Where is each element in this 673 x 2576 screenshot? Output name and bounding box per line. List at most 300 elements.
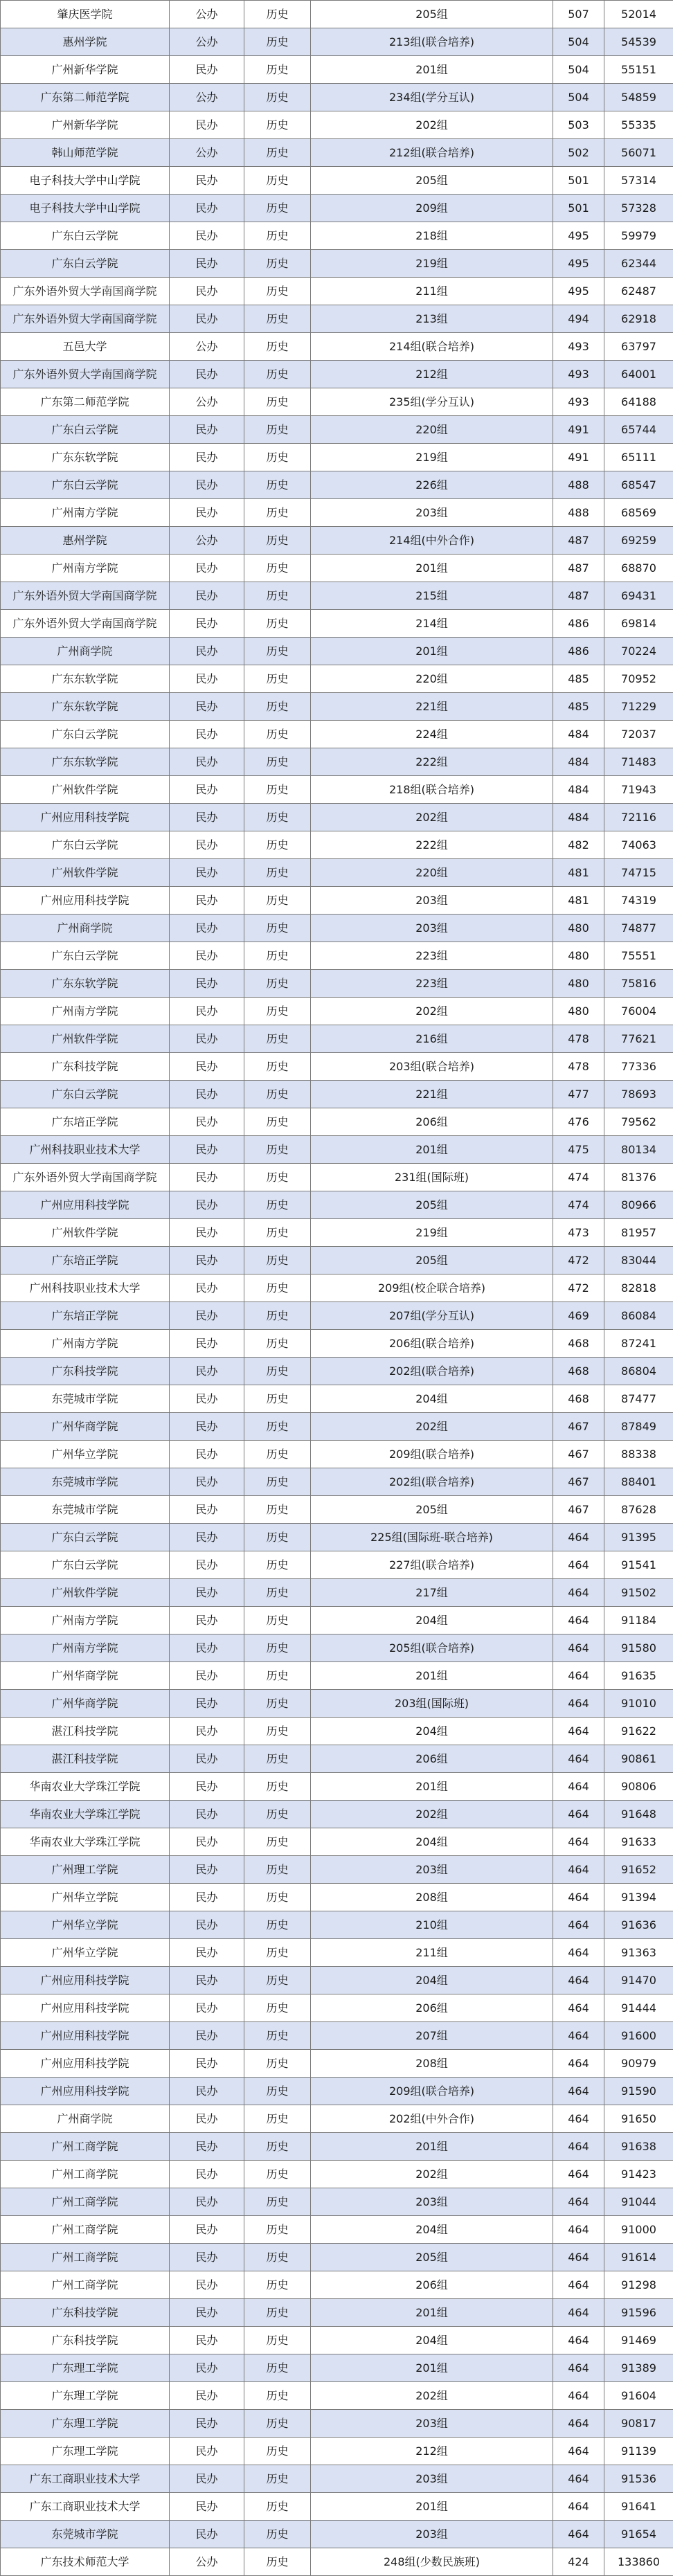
table-row [1, 388, 673, 416]
school-type-cell: 民办 [170, 2244, 244, 2271]
table-row [1, 1247, 673, 1275]
score-cell: 464 [553, 1718, 604, 1745]
rank-cell: 74877 [604, 915, 673, 942]
school-name-cell: 广东工商职业技术大学 [1, 2465, 170, 2493]
group-cell: 207组(学分互认) [311, 1302, 553, 1330]
score-cell: 480 [553, 915, 604, 942]
table-row [1, 610, 673, 638]
group-cell: 204组 [311, 1967, 553, 1994]
table-row [1, 1718, 673, 1745]
group-cell: 220组 [311, 859, 553, 887]
group-cell: 202组(联合培养) [311, 1468, 553, 1496]
table-row [1, 1994, 673, 2022]
school-type-cell: 民办 [170, 1358, 244, 1385]
subject-cell: 历史 [244, 2299, 311, 2327]
table-row [1, 2438, 673, 2465]
table-row [1, 2216, 673, 2244]
school-name-cell: 广东东软学院 [1, 748, 170, 776]
table-row [1, 748, 673, 776]
subject-cell: 历史 [244, 2105, 311, 2133]
score-cell: 464 [553, 1607, 604, 1634]
school-type-cell: 民办 [170, 195, 244, 222]
score-cell: 502 [553, 139, 604, 167]
score-cell: 464 [553, 1994, 604, 2022]
score-cell: 482 [553, 831, 604, 859]
table-row [1, 1385, 673, 1413]
table-row [1, 1884, 673, 1911]
table-row [1, 2133, 673, 2161]
rank-cell: 63797 [604, 333, 673, 361]
school-type-cell: 公办 [170, 388, 244, 416]
subject-cell: 历史 [244, 1801, 311, 1828]
subject-cell: 历史 [244, 2493, 311, 2521]
school-name-cell: 广州科技职业技术大学 [1, 1136, 170, 1164]
school-type-cell: 民办 [170, 1884, 244, 1911]
school-name-cell: 广州软件学院 [1, 1219, 170, 1247]
group-cell: 210组 [311, 1911, 553, 1939]
group-cell: 205组(联合培养) [311, 1634, 553, 1662]
score-cell: 467 [553, 1468, 604, 1496]
table-row [1, 693, 673, 721]
subject-cell: 历史 [244, 56, 311, 84]
score-cell: 464 [553, 1690, 604, 1718]
subject-cell: 历史 [244, 2521, 311, 2548]
subject-cell: 历史 [244, 1358, 311, 1385]
subject-cell: 历史 [244, 2354, 311, 2382]
school-name-cell: 韩山师范学院 [1, 139, 170, 167]
score-cell: 464 [553, 1911, 604, 1939]
school-type-cell: 民办 [170, 1524, 244, 1551]
subject-cell: 历史 [244, 1524, 311, 1551]
subject-cell: 历史 [244, 388, 311, 416]
school-name-cell: 广州应用科技学院 [1, 1967, 170, 1994]
school-name-cell: 广东白云学院 [1, 1524, 170, 1551]
rank-cell: 91648 [604, 1801, 673, 1828]
subject-cell: 历史 [244, 2382, 311, 2410]
subject-cell: 历史 [244, 2133, 311, 2161]
group-cell: 201组 [311, 1662, 553, 1690]
table-row [1, 416, 673, 444]
table-row [1, 278, 673, 305]
subject-cell: 历史 [244, 2327, 311, 2354]
table-row [1, 582, 673, 610]
subject-cell: 历史 [244, 139, 311, 167]
group-cell: 226组 [311, 471, 553, 499]
score-cell: 477 [553, 1081, 604, 1108]
score-cell: 464 [553, 2438, 604, 2465]
table-row [1, 1773, 673, 1801]
school-type-cell: 民办 [170, 1939, 244, 1967]
score-cell: 495 [553, 250, 604, 278]
subject-cell: 历史 [244, 942, 311, 970]
school-type-cell: 民办 [170, 222, 244, 250]
school-name-cell: 广东培正学院 [1, 1108, 170, 1136]
rank-cell: 87241 [604, 1330, 673, 1358]
group-cell: 206组 [311, 2271, 553, 2299]
table-row [1, 998, 673, 1025]
table-row [1, 222, 673, 250]
school-name-cell: 广东外语外贸大学南国商学院 [1, 582, 170, 610]
table-row [1, 2050, 673, 2078]
school-name-cell: 广东白云学院 [1, 222, 170, 250]
subject-cell: 历史 [244, 915, 311, 942]
group-cell: 235组(学分互认) [311, 388, 553, 416]
school-type-cell: 民办 [170, 2022, 244, 2050]
group-cell: 234组(学分互认) [311, 84, 553, 111]
rank-cell: 91622 [604, 1718, 673, 1745]
score-cell: 507 [553, 1, 604, 28]
table-row [1, 250, 673, 278]
school-type-cell: 民办 [170, 1690, 244, 1718]
school-type-cell: 民办 [170, 1773, 244, 1801]
score-cell: 472 [553, 1275, 604, 1302]
subject-cell: 历史 [244, 2161, 311, 2188]
group-cell: 223组 [311, 970, 553, 998]
school-name-cell: 广东白云学院 [1, 1551, 170, 1579]
subject-cell: 历史 [244, 250, 311, 278]
school-name-cell: 广州华立学院 [1, 1884, 170, 1911]
rank-cell: 91184 [604, 1607, 673, 1634]
school-type-cell: 民办 [170, 1634, 244, 1662]
school-name-cell: 华南农业大学珠江学院 [1, 1801, 170, 1828]
subject-cell: 历史 [244, 1828, 311, 1856]
school-name-cell: 广州软件学院 [1, 776, 170, 804]
table-row [1, 2105, 673, 2133]
score-cell: 487 [553, 582, 604, 610]
table-row [1, 1164, 673, 1191]
subject-cell: 历史 [244, 665, 311, 693]
school-name-cell: 广州工商学院 [1, 2161, 170, 2188]
rank-cell: 74063 [604, 831, 673, 859]
group-cell: 204组 [311, 1828, 553, 1856]
school-type-cell: 民办 [170, 2105, 244, 2133]
school-name-cell: 广州南方学院 [1, 1634, 170, 1662]
subject-cell: 历史 [244, 1939, 311, 1967]
rank-cell: 72037 [604, 721, 673, 748]
group-cell: 204组 [311, 1718, 553, 1745]
subject-cell: 历史 [244, 1718, 311, 1745]
rank-cell: 91614 [604, 2244, 673, 2271]
school-name-cell: 广东白云学院 [1, 471, 170, 499]
group-cell: 203组 [311, 499, 553, 527]
score-cell: 476 [553, 1108, 604, 1136]
school-type-cell: 民办 [170, 1053, 244, 1081]
school-name-cell: 广州华商学院 [1, 1413, 170, 1441]
rank-cell: 91389 [604, 2354, 673, 2382]
school-type-cell: 民办 [170, 111, 244, 139]
school-type-cell: 民办 [170, 2493, 244, 2521]
school-name-cell: 广东外语外贸大学南国商学院 [1, 361, 170, 388]
school-name-cell: 电子科技大学中山学院 [1, 195, 170, 222]
school-name-cell: 广州软件学院 [1, 1579, 170, 1607]
group-cell: 221组 [311, 693, 553, 721]
group-cell: 220组 [311, 416, 553, 444]
group-cell: 214组(联合培养) [311, 333, 553, 361]
school-type-cell: 民办 [170, 416, 244, 444]
score-cell: 464 [553, 1967, 604, 1994]
score-cell: 464 [553, 1634, 604, 1662]
score-cell: 485 [553, 693, 604, 721]
rank-cell: 91650 [604, 2105, 673, 2133]
school-type-cell: 民办 [170, 970, 244, 998]
table-row [1, 2493, 673, 2521]
school-type-cell: 民办 [170, 665, 244, 693]
table-row [1, 2078, 673, 2105]
subject-cell: 历史 [244, 831, 311, 859]
table-row [1, 1579, 673, 1607]
group-cell: 211组 [311, 278, 553, 305]
group-cell: 220组 [311, 665, 553, 693]
table-row [1, 2022, 673, 2050]
group-cell: 205组 [311, 2244, 553, 2271]
school-name-cell: 广东白云学院 [1, 1081, 170, 1108]
school-type-cell: 民办 [170, 748, 244, 776]
school-name-cell: 广东外语外贸大学南国商学院 [1, 1164, 170, 1191]
school-name-cell: 广东理工学院 [1, 2354, 170, 2382]
school-name-cell: 广东培正学院 [1, 1302, 170, 1330]
group-cell: 206组(联合培养) [311, 1330, 553, 1358]
score-cell: 424 [553, 2548, 604, 2576]
rank-cell: 64001 [604, 361, 673, 388]
school-type-cell: 民办 [170, 998, 244, 1025]
subject-cell: 历史 [244, 28, 311, 56]
table-row [1, 942, 673, 970]
score-cell: 464 [553, 1801, 604, 1828]
group-cell: 223组 [311, 942, 553, 970]
school-type-cell: 民办 [170, 471, 244, 499]
group-cell: 202组 [311, 111, 553, 139]
group-cell: 219组 [311, 444, 553, 471]
rank-cell: 68547 [604, 471, 673, 499]
rank-cell: 74319 [604, 887, 673, 915]
rank-cell: 75816 [604, 970, 673, 998]
school-name-cell: 广州应用科技学院 [1, 2022, 170, 2050]
school-type-cell: 民办 [170, 1191, 244, 1219]
score-cell: 464 [553, 1662, 604, 1690]
score-cell: 478 [553, 1053, 604, 1081]
group-cell: 203组(国际班) [311, 1690, 553, 1718]
table-row [1, 1551, 673, 1579]
school-type-cell: 民办 [170, 1662, 244, 1690]
school-name-cell: 广州理工学院 [1, 1856, 170, 1884]
table-row [1, 1468, 673, 1496]
group-cell: 225组(国际班-联合培养) [311, 1524, 553, 1551]
school-name-cell: 广州工商学院 [1, 2133, 170, 2161]
rank-cell: 62487 [604, 278, 673, 305]
school-type-cell: 民办 [170, 1441, 244, 1468]
score-cell: 464 [553, 1884, 604, 1911]
school-type-cell: 民办 [170, 2271, 244, 2299]
school-type-cell: 民办 [170, 942, 244, 970]
table-row [1, 2354, 673, 2382]
table-row [1, 915, 673, 942]
subject-cell: 历史 [244, 2022, 311, 2050]
group-cell: 205组 [311, 1, 553, 28]
table-row [1, 1136, 673, 1164]
score-cell: 464 [553, 2188, 604, 2216]
subject-cell: 历史 [244, 1690, 311, 1718]
school-type-cell: 民办 [170, 1413, 244, 1441]
school-name-cell: 惠州学院 [1, 28, 170, 56]
table-row [1, 1634, 673, 1662]
group-cell: 218组 [311, 222, 553, 250]
school-type-cell: 民办 [170, 1856, 244, 1884]
school-name-cell: 广东科技学院 [1, 2327, 170, 2354]
subject-cell: 历史 [244, 1607, 311, 1634]
table-row [1, 1828, 673, 1856]
school-name-cell: 广州工商学院 [1, 2271, 170, 2299]
table-row [1, 1025, 673, 1053]
rank-cell: 72116 [604, 804, 673, 831]
score-cell: 464 [553, 2216, 604, 2244]
rank-cell: 70224 [604, 638, 673, 665]
school-name-cell: 广东培正学院 [1, 1247, 170, 1275]
rank-cell: 78693 [604, 1081, 673, 1108]
group-cell: 205组 [311, 1191, 553, 1219]
school-type-cell: 民办 [170, 1801, 244, 1828]
rank-cell: 69431 [604, 582, 673, 610]
score-cell: 464 [553, 2271, 604, 2299]
table-row [1, 139, 673, 167]
school-type-cell: 公办 [170, 527, 244, 555]
school-type-cell: 民办 [170, 1468, 244, 1496]
school-name-cell: 华南农业大学珠江学院 [1, 1773, 170, 1801]
rank-cell: 71229 [604, 693, 673, 721]
rank-cell: 69814 [604, 610, 673, 638]
group-cell: 206组 [311, 1745, 553, 1773]
school-name-cell: 电子科技大学中山学院 [1, 167, 170, 195]
rank-cell: 77336 [604, 1053, 673, 1081]
school-name-cell: 广东科技学院 [1, 2299, 170, 2327]
score-cell: 464 [553, 1745, 604, 1773]
group-cell: 207组 [311, 2022, 553, 2050]
group-cell: 203组 [311, 2188, 553, 2216]
school-type-cell: 民办 [170, 2438, 244, 2465]
table-row [1, 111, 673, 139]
table-row [1, 1939, 673, 1967]
subject-cell: 历史 [244, 1385, 311, 1413]
rank-cell: 91638 [604, 2133, 673, 2161]
group-cell: 215组 [311, 582, 553, 610]
rank-cell: 91423 [604, 2161, 673, 2188]
rank-cell: 91633 [604, 1828, 673, 1856]
score-cell: 468 [553, 1358, 604, 1385]
rank-cell: 91010 [604, 1690, 673, 1718]
rank-cell: 91641 [604, 2493, 673, 2521]
school-name-cell: 广东白云学院 [1, 416, 170, 444]
school-type-cell: 民办 [170, 305, 244, 333]
school-name-cell: 广东白云学院 [1, 942, 170, 970]
school-name-cell: 广州新华学院 [1, 56, 170, 84]
rank-cell: 55151 [604, 56, 673, 84]
subject-cell: 历史 [244, 2548, 311, 2576]
rank-cell: 71943 [604, 776, 673, 804]
score-cell: 464 [553, 1773, 604, 1801]
rank-cell: 81957 [604, 1219, 673, 1247]
school-name-cell: 广东理工学院 [1, 2382, 170, 2410]
subject-cell: 历史 [244, 1551, 311, 1579]
table-row [1, 2161, 673, 2188]
group-cell: 202组 [311, 1413, 553, 1441]
rank-cell: 91596 [604, 2299, 673, 2327]
table-row [1, 2548, 673, 2576]
school-name-cell: 广东科技学院 [1, 1053, 170, 1081]
school-type-cell: 民办 [170, 499, 244, 527]
score-cell: 503 [553, 111, 604, 139]
school-type-cell: 民办 [170, 582, 244, 610]
school-name-cell: 东莞城市学院 [1, 1468, 170, 1496]
rank-cell: 82818 [604, 1275, 673, 1302]
school-type-cell: 民办 [170, 56, 244, 84]
rank-cell: 81376 [604, 1164, 673, 1191]
score-cell: 464 [553, 2105, 604, 2133]
score-cell: 494 [553, 305, 604, 333]
table-row [1, 1413, 673, 1441]
group-cell: 201组 [311, 2133, 553, 2161]
school-type-cell: 民办 [170, 250, 244, 278]
school-type-cell: 民办 [170, 2188, 244, 2216]
score-cell: 464 [553, 1856, 604, 1884]
table-row [1, 2299, 673, 2327]
rank-cell: 56071 [604, 139, 673, 167]
group-cell: 222组 [311, 831, 553, 859]
score-cell: 464 [553, 2521, 604, 2548]
school-type-cell: 民办 [170, 1108, 244, 1136]
score-cell: 467 [553, 1441, 604, 1468]
rank-cell: 91044 [604, 2188, 673, 2216]
group-cell: 203组 [311, 2410, 553, 2438]
group-cell: 205组 [311, 1496, 553, 1524]
table-row [1, 1, 673, 28]
subject-cell: 历史 [244, 222, 311, 250]
rank-cell: 69259 [604, 527, 673, 555]
school-name-cell: 广东外语外贸大学南国商学院 [1, 278, 170, 305]
school-type-cell: 民办 [170, 1081, 244, 1108]
rank-cell: 54859 [604, 84, 673, 111]
school-type-cell: 民办 [170, 2465, 244, 2493]
school-type-cell: 民办 [170, 167, 244, 195]
subject-cell: 历史 [244, 1441, 311, 1468]
school-name-cell: 广州南方学院 [1, 499, 170, 527]
subject-cell: 历史 [244, 2438, 311, 2465]
table-row [1, 1081, 673, 1108]
school-name-cell: 广州商学院 [1, 2105, 170, 2133]
rank-cell: 57328 [604, 195, 673, 222]
school-type-cell: 民办 [170, 1967, 244, 1994]
subject-cell: 历史 [244, 1025, 311, 1053]
school-name-cell: 广东理工学院 [1, 2410, 170, 2438]
table-row [1, 638, 673, 665]
school-type-cell: 民办 [170, 1994, 244, 2022]
school-name-cell: 广州南方学院 [1, 998, 170, 1025]
score-cell: 488 [553, 471, 604, 499]
table-row [1, 1219, 673, 1247]
score-cell: 504 [553, 28, 604, 56]
table-row [1, 28, 673, 56]
school-type-cell: 民办 [170, 555, 244, 582]
school-name-cell: 广州工商学院 [1, 2216, 170, 2244]
school-type-cell: 民办 [170, 1302, 244, 1330]
subject-cell: 历史 [244, 2050, 311, 2078]
school-type-cell: 民办 [170, 1025, 244, 1053]
school-type-cell: 民办 [170, 2410, 244, 2438]
score-cell: 480 [553, 970, 604, 998]
school-type-cell: 民办 [170, 278, 244, 305]
rank-cell: 91590 [604, 2078, 673, 2105]
rank-cell: 133860 [604, 2548, 673, 2576]
school-name-cell: 广州应用科技学院 [1, 887, 170, 915]
table-row [1, 471, 673, 499]
